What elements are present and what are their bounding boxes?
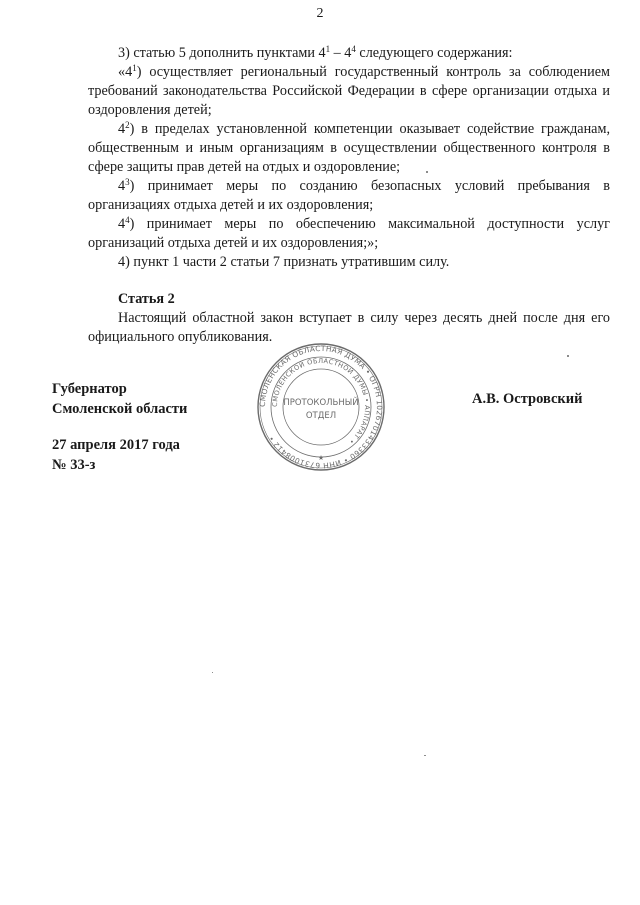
- text-run: следующего содержания:: [355, 45, 513, 61]
- article-2-title: Статья 2: [118, 291, 175, 307]
- seal-center-line-1: ПРОТОКОЛЬНЫЙ: [283, 398, 359, 408]
- text-run: ) в пределах установленной компетенции оказывает содействие гражданам, общественным и иным организациям в осуществлении общественного контроля в сфере защиты прав детей на отдых и оздоровление;: [88, 121, 610, 175]
- paragraph-point-4-3: [88, 177, 610, 215]
- signing-date-block: [52, 435, 180, 475]
- text-run: 4: [118, 178, 126, 194]
- position-line-1: Губернатор: [52, 381, 127, 397]
- text-run: 3) статью 5 дополнить пунктами 4: [118, 45, 326, 61]
- text-run: ) принимает меры по обеспечению максимальной доступности услуг организаций отдыха детей и их оздоровления;»;: [88, 216, 610, 251]
- page-number: 2: [316, 6, 324, 21]
- article-2-text: Настоящий областной закон вступает в силу через десять дней после дня его официального опубликования.: [88, 310, 610, 345]
- text-run: 4: [118, 121, 126, 137]
- seal-center-line-2: ОТДЕЛ: [305, 411, 337, 421]
- paragraph-amend-article-5: [88, 44, 610, 63]
- seal-star-icon: ★: [317, 454, 325, 462]
- seal-outer-text: СМОЛЕНСКАЯ ОБЛАСТНАЯ ДУМА • ОГРН 1026701433360 • ИНН 6731008412 •: [257, 343, 385, 471]
- superscript: 3: [125, 177, 130, 187]
- text-run: – 4: [330, 45, 352, 61]
- text-run: ) осуществляет региональный государственный контроль за соблюдением требований законодательства Российской Федерации в сфере организации отдыха и оздоровления детей;: [88, 64, 610, 118]
- superscript: 1: [132, 63, 137, 73]
- paragraph-point-4-4: [88, 215, 610, 253]
- seal-inner-text: СМОЛЕНСКОЙ ОБЛАСТНОЙ ДУМЫ • АППАРАТ •: [270, 356, 372, 446]
- signing-date: 27 апреля 2017 года: [52, 437, 180, 453]
- superscript: 4: [125, 215, 130, 225]
- law-number: № 33-з: [52, 457, 96, 473]
- signatory-position: [52, 379, 187, 419]
- paragraph-repeal-article-7: 4) пункт 1 части 2 статьи 7 признать утратившим силу.: [118, 254, 450, 270]
- paragraph-point-4-1: [88, 63, 610, 120]
- text-run: «4: [118, 64, 133, 80]
- document-body: [88, 44, 610, 347]
- superscript: 2: [125, 120, 130, 130]
- scan-speck: [567, 355, 569, 357]
- official-seal-stamp: [256, 342, 386, 472]
- signatory-name: А.В. Островский: [472, 391, 583, 407]
- scan-speck: [212, 672, 213, 673]
- scan-speck: [426, 171, 428, 173]
- superscript: 4: [351, 44, 356, 54]
- scan-speck: [424, 755, 426, 756]
- position-line-2: Смоленской области: [52, 401, 188, 417]
- text-run: ) принимает меры по созданию безопасных условий пребывания в организациях отдыха детей и их оздоровления;: [88, 178, 610, 213]
- superscript: 1: [325, 44, 331, 54]
- paragraph-point-4-2: [88, 120, 610, 177]
- text-run: 4: [118, 216, 126, 232]
